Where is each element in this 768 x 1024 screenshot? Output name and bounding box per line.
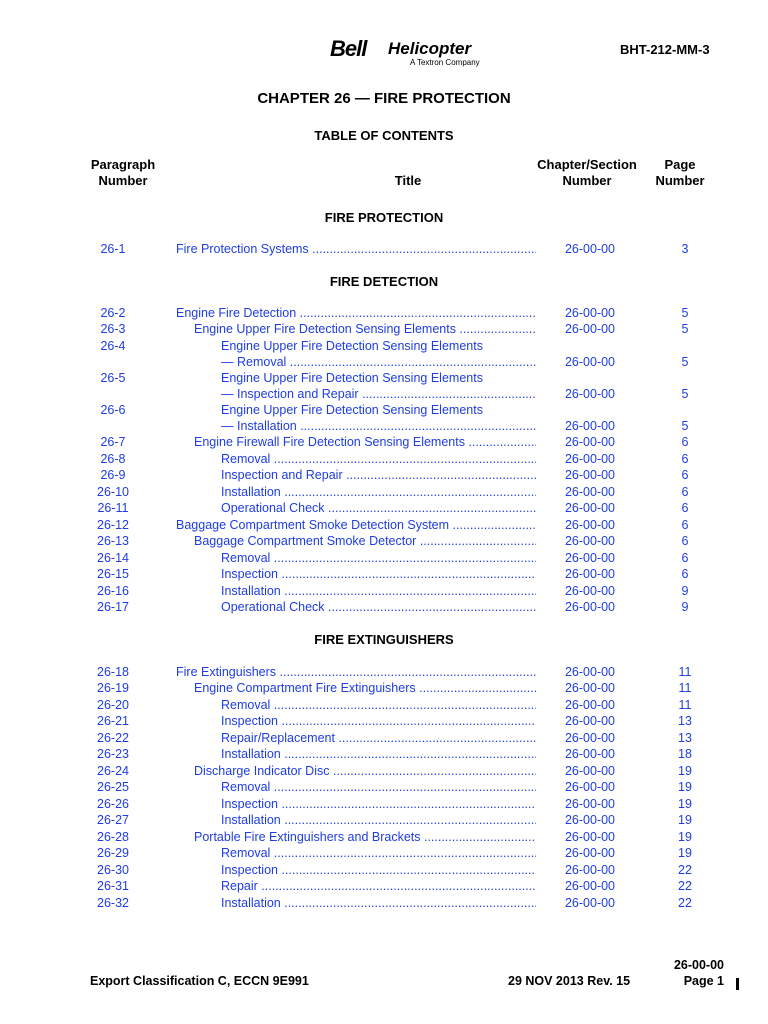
entry-section: 26-00-00 [564,452,616,466]
toc-entry[interactable] [0,600,768,616]
entry-number: 26-14 [97,551,129,565]
bell-helicopter-logo [330,36,490,70]
entry-page: 3 [681,242,689,256]
entry-number: 26-27 [97,813,129,827]
entry-section: 26-00-00 [564,698,616,712]
entry-page: 5 [681,387,689,401]
toc-entry[interactable] [0,518,768,534]
toc-entry[interactable] [0,830,768,846]
logo-helicopter-text: Helicopter [388,39,472,58]
toc-entry[interactable] [0,681,768,697]
section-fire-protection: FIRE PROTECTION [324,210,444,225]
toc-entry[interactable] [0,419,768,435]
entry-page: 18 [678,747,692,761]
entry-number: 26-5 [100,371,126,385]
entry-title[interactable]: Discharge Indicator Disc ..... [194,764,536,778]
toc-entry[interactable] [0,501,768,517]
logo-subtitle: A Textron Company [410,58,480,67]
entry-number: 26-13 [97,534,129,548]
entry-page: 6 [681,551,689,565]
entry-section: 26-00-00 [564,534,616,548]
entry-number: 26-29 [97,846,129,860]
section-fire-extinguishers: FIRE EXTINGUISHERS [314,632,454,647]
entry-title[interactable]: Removal ..... [221,452,536,466]
entry-number: 26-6 [100,403,126,417]
entry-title[interactable]: Engine Upper Fire Detection Sensing Elements ..... [194,322,536,336]
entry-number: 26-1 [100,242,126,256]
toc-entry[interactable] [0,534,768,550]
entry-section: 26-00-00 [564,435,616,449]
entry-title-line1[interactable]: Engine Upper Fire Detection Sensing Elements [221,339,483,353]
entry-page: 11 [678,681,692,695]
entry-page: 5 [681,322,689,336]
entry-section: 26-00-00 [564,501,616,515]
export-classification: Export Classification C, ECCN 9E991 [90,974,309,988]
entry-section: 26-00-00 [564,747,616,761]
toc-entry[interactable] [0,896,768,912]
entry-title[interactable]: Installation ..... [221,584,536,598]
entry-title[interactable]: Installation ..... [221,813,536,827]
toc-entry[interactable] [0,584,768,600]
entry-page: 19 [678,764,692,778]
entry-section: 26-00-00 [564,879,616,893]
entry-page: 13 [678,714,692,728]
entry-number: 26-8 [100,452,126,466]
entry-title[interactable]: Inspection ..... [221,797,536,811]
entry-section: 26-00-00 [564,731,616,745]
entry-number: 26-26 [97,797,129,811]
entry-section: 26-00-00 [564,387,616,401]
entry-section: 26-00-00 [564,600,616,614]
logo-bell-text: Bell [330,36,367,61]
toc-entry[interactable] [0,747,768,763]
toc-entry[interactable] [0,355,768,371]
entry-title[interactable]: Removal ..... [221,780,536,794]
entry-section: 26-00-00 [564,797,616,811]
entry-page: 19 [678,830,692,844]
entry-title[interactable]: Engine Fire Detection ..... [176,306,536,320]
entry-number: 26-2 [100,306,126,320]
entry-number: 26-19 [97,681,129,695]
toc-entry-first-line [0,339,768,355]
column-paragraph-number [80,157,166,189]
toc-entry[interactable] [0,452,768,468]
toc-entry[interactable] [0,797,768,813]
toc-entry[interactable] [0,468,768,484]
toc-entry[interactable] [0,435,768,451]
page-number: Page 1 [683,974,724,988]
entry-title[interactable]: Removal ..... [221,698,536,712]
entry-section: 26-00-00 [564,242,616,256]
entry-section: 26-00-00 [564,485,616,499]
entry-number: 26-22 [97,731,129,745]
entry-title[interactable]: Engine Compartment Fire Extinguishers ..... [194,681,536,695]
entry-page: 19 [678,813,692,827]
toc-entry[interactable] [0,731,768,747]
entry-title-line2[interactable]: — Removal ..... [221,355,536,369]
entry-title[interactable]: Inspection ..... [221,567,536,581]
entry-page: 13 [678,731,692,745]
entry-number: 26-30 [97,863,129,877]
column-page-line2: Number [655,173,705,188]
entry-section: 26-00-00 [564,584,616,598]
entry-title[interactable]: Inspection ..... [221,714,536,728]
entry-page: 6 [681,452,689,466]
column-chapter-line1: Chapter/Section [537,157,637,172]
toc-entry[interactable] [0,306,768,322]
entry-title[interactable]: Engine Firewall Fire Detection Sensing Elements ..... [194,435,536,449]
change-bar [736,978,739,990]
entry-number: 26-15 [97,567,129,581]
footer-section-number: 26-00-00 [673,958,724,972]
entry-title[interactable]: Repair ..... [221,879,536,893]
entry-page: 5 [681,355,689,369]
entry-title-line1[interactable]: Engine Upper Fire Detection Sensing Elements [221,371,483,385]
entry-title[interactable]: Installation ..... [221,896,536,910]
entry-number: 26-25 [97,780,129,794]
revision-date: 29 NOV 2013 Rev. 15 [508,974,631,988]
entry-page: 6 [681,501,689,515]
entry-title[interactable]: Portable Fire Extinguishers and Brackets ..... [194,830,536,844]
entry-number: 26-9 [100,468,126,482]
entry-page: 5 [681,419,689,433]
toc-entry[interactable] [0,714,768,730]
column-paragraph-line2: Number [98,173,148,188]
toc-entry[interactable] [0,665,768,681]
entry-number: 26-24 [97,764,129,778]
section-fire-detection: FIRE DETECTION [329,274,439,289]
column-page-line1: Page [664,157,696,172]
entry-number: 26-28 [97,830,129,844]
entry-number: 26-7 [100,435,126,449]
entry-number: 26-10 [97,485,129,499]
column-chapter-line2: Number [562,173,612,188]
entry-title[interactable]: Fire Extinguishers ..... [176,665,536,679]
entry-page: 6 [681,485,689,499]
toc-entry[interactable] [0,387,768,403]
entry-page: 22 [678,879,692,893]
toc-entry[interactable] [0,322,768,338]
entry-number: 26-4 [100,339,126,353]
entry-number: 26-23 [97,747,129,761]
entry-section: 26-00-00 [564,567,616,581]
entry-number: 26-20 [97,698,129,712]
document-id: BHT-212-MM-3 [620,42,710,57]
toc-entry-first-line [0,403,768,419]
entry-title-line2[interactable]: — Inspection and Repair ..... [221,387,536,401]
entry-page: 6 [681,518,689,532]
entry-number: 26-17 [97,600,129,614]
column-chapter-section [530,157,644,189]
entry-title-line1[interactable]: Engine Upper Fire Detection Sensing Elements [221,403,483,417]
column-page-number [650,157,710,189]
column-paragraph-line1: Paragraph [90,157,156,172]
entry-page: 6 [681,468,689,482]
entry-page: 11 [678,665,692,679]
entry-title[interactable]: Operational Check ..... [221,501,536,515]
entry-title[interactable]: Inspection and Repair ..... [221,468,536,482]
entry-section: 26-00-00 [564,306,616,320]
entry-page: 6 [681,435,689,449]
entry-title[interactable]: Baggage Compartment Smoke Detection System ..... [176,518,536,532]
toc-entry[interactable] [0,567,768,583]
entry-title[interactable]: Installation ..... [221,485,536,499]
entry-number: 26-11 [97,501,129,515]
toc-entry[interactable] [0,879,768,895]
entry-number: 26-32 [97,896,129,910]
entry-section: 26-00-00 [564,830,616,844]
entry-title[interactable]: Removal ..... [221,551,536,565]
toc-entry[interactable] [0,551,768,567]
entry-section: 26-00-00 [564,665,616,679]
entry-title[interactable]: Removal ..... [221,846,536,860]
entry-page: 6 [681,534,689,548]
toc-entry[interactable] [0,846,768,862]
entry-section: 26-00-00 [564,681,616,695]
entry-number: 26-12 [97,518,129,532]
entry-section: 26-00-00 [564,714,616,728]
entry-title[interactable]: Baggage Compartment Smoke Detector ..... [194,534,536,548]
entry-number: 26-31 [97,879,129,893]
entry-section: 26-00-00 [564,764,616,778]
entry-title[interactable]: Operational Check ..... [221,600,536,614]
chapter-title: CHAPTER 26 — FIRE PROTECTION [257,90,511,107]
column-title: Title [394,173,422,188]
toc-heading: TABLE OF CONTENTS [314,128,454,143]
entry-page: 5 [681,306,689,320]
toc-entry[interactable] [0,863,768,879]
entry-page: 9 [681,600,689,614]
entry-number: 26-3 [100,322,126,336]
entry-section: 26-00-00 [564,468,616,482]
entry-section: 26-00-00 [564,355,616,369]
toc-entry[interactable] [0,698,768,714]
entry-section: 26-00-00 [564,896,616,910]
entry-title[interactable]: Fire Protection Systems ..... [176,242,536,256]
entry-section: 26-00-00 [564,780,616,794]
entry-page: 19 [678,797,692,811]
toc-entry[interactable] [0,242,768,258]
entry-page: 19 [678,780,692,794]
entry-title[interactable]: Installation ..... [221,747,536,761]
entry-title[interactable]: Inspection ..... [221,863,536,877]
entry-page: 22 [678,863,692,877]
entry-title[interactable]: Repair/Replacement ..... [221,731,536,745]
entry-page: 11 [678,698,692,712]
entry-section: 26-00-00 [564,863,616,877]
entry-section: 26-00-00 [564,322,616,336]
entry-title-line2[interactable]: — Installation ..... [221,419,536,433]
toc-entry[interactable] [0,780,768,796]
entry-number: 26-21 [97,714,129,728]
entry-section: 26-00-00 [564,518,616,532]
toc-entry[interactable] [0,485,768,501]
toc-entry-first-line [0,371,768,387]
entry-page: 9 [681,584,689,598]
entry-section: 26-00-00 [564,846,616,860]
entry-page: 6 [681,567,689,581]
entry-section: 26-00-00 [564,813,616,827]
entry-page: 19 [678,846,692,860]
toc-entry[interactable] [0,813,768,829]
entry-section: 26-00-00 [564,551,616,565]
entry-number: 26-16 [97,584,129,598]
entry-page: 22 [678,896,692,910]
entry-number: 26-18 [97,665,129,679]
toc-entry[interactable] [0,764,768,780]
entry-section: 26-00-00 [564,419,616,433]
